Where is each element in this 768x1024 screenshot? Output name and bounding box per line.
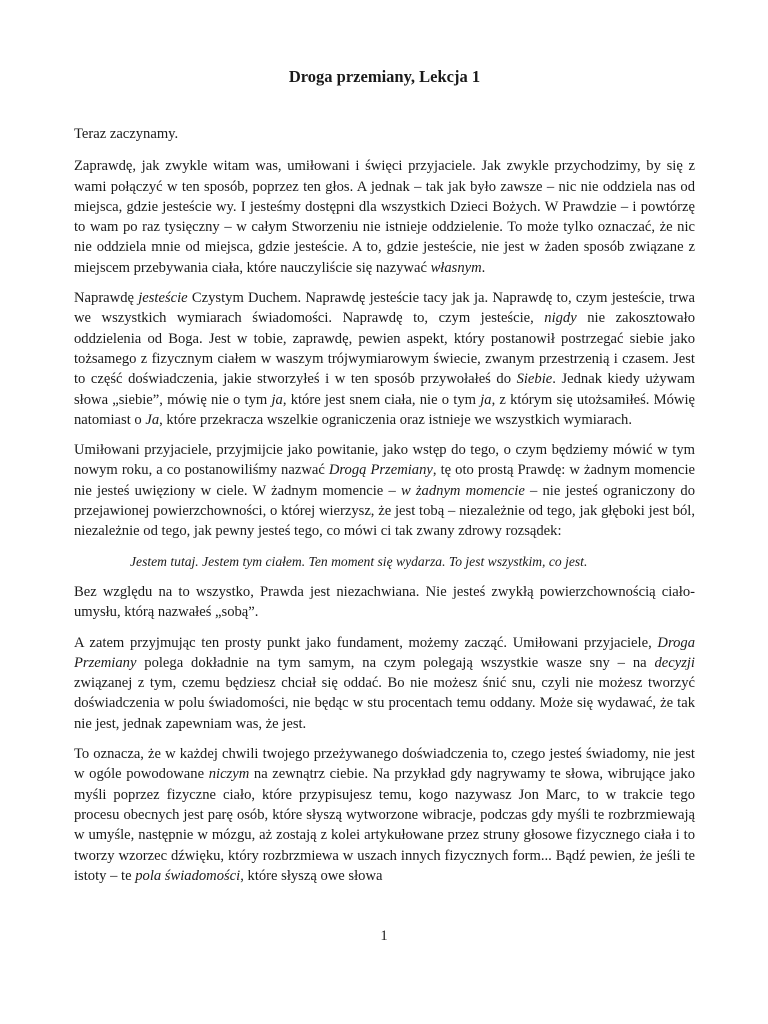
paragraph-4: Umiłowani przyjaciele, przyjmijcie jako powitanie, jako wstęp do tego, o czym będziemy mówić w tym nowym roku, a co postanowiliśmy nazwać Drogą Przemiany, tę oto prostą Prawdę: w żadnym momencie nie jesteś uwięziony w ciele. W żadnym momencie – w żadnym momencie – nie jesteś ograniczony do przejawionej powierzchowności, o której wierzysz, że jest tobą – niezależnie od tego, jak głęboki jest ból, niezależnie od tego, jak pewny jesteś tego, co mówi ci tak zwany zdrowy rozsądek:	[74, 442, 696, 540]
paragraph-7: To oznacza, że w każdej chwili twojego przeżywanego doświadczenia to, czego jesteś świadomy, nie jest w ogóle powodowane niczym na zewnątrz ciebie. Na przykład gdy nagrywamy te słowa, wibrujące jako myśli poprzez fizyczne ciało, które przypisujesz temu, kogo nazywasz Jon Marc, to w trakcie tego procesu obecnych jest parę osób, które słyszą wytworzone wibracje, podczas gdy myśli te rozbrzmiewają w umyśle, następnie w mózgu, aż zostają z kolei artykułowane przez struny głosowe fizycznego ciała i to tworzy wzorzec dźwięku, który rozbrzmiewa w uszach innych fizycznych form... Bądź pewien, że jeśli te istoty – te pola świadomości, które słyszą owe słowa	[74, 746, 695, 884]
page-number: 1	[380, 928, 388, 944]
paragraph-1: Teraz zaczynamy.	[74, 126, 179, 142]
document-page	[74, 66, 695, 896]
paragraph-2: Zaprawdę, jak zwykle witam was, umiłowani i święci przyjaciele. Jak zwykle przychodzimy, by się z wami połączyć w ten sposób, poprzez ten głos. A jednak – tak jak było zawsze – nic nie oddziela nas od miejsca, gdzie jesteście wy. I jesteśmy dostępni dla wszystkich Dzieci Bożych. W Prawdzie – i powtórzę to wam po raz tysięczny – w całym Stworzeniu nie istnieje oddzielenie. To może tylko oznaczać, że nic nie oddziela mnie od miejsca, gdzie jesteście. A to, gdzie jesteście, nie jest w żaden sposób związane z miejscem przebywania ciała, które nauczyliście się nazywać własnym.	[74, 158, 695, 276]
page-title: Droga przemiany, Lekcja 1	[288, 67, 481, 86]
paragraph-5: Bez względu na to wszystko, Prawda jest niezachwiana. Nie jesteś zwykłą powierzchownością ciało-umysłu, którą nazwałeś „sobą”.	[74, 583, 695, 621]
paragraph-3: Naprawdę jesteście Czystym Duchem. Naprawdę jesteście tacy jak ja. Naprawdę to, czym jesteście, trwa we wszystkich wymiarach świadomości. Naprawdę to, czym jesteście, nigdy nie zakosztowało oddzielenia od Boga. Jest w tobie, zaprawdę, pewien aspekt, który postanowił postrzegać siebie jako tożsamego z fizycznym ciałem w waszym trójwymiarowym świecie, zwanym przestrzenią i czasem. Jest to część doświadczenia, jakie stworzyłeś i w ten sposób przywołałeś do Siebie. Jednak kiedy używam słowa „siebie”, mówię nie o tym ja, które jest snem ciała, nie o tym ja, z którym się utożsamiłeś. Mówię natomiast o Ja, które przekracza wszelkie ograniczenia oraz istnieje we wszystkich wymiarach.	[74, 290, 695, 428]
quote: Jestem tutaj. Jestem tym ciałem. Ten moment się wydarza. To jest wszystkim, co jest.	[130, 553, 588, 569]
paragraph-6: A zatem przyjmując ten prosty punkt jako fundament, możemy zacząć. Umiłowani przyjaciele, Droga Przemiany polega dokładnie na tym samym, na czym polegają wszystkie wasze sny – na decyzji związanej z tym, czemu będziesz chciał się oddać. Bo nie możesz śnić snu, czyli nie możesz tworzyć doświadczenia w polu świadomości, nie będąc w stu procentach temu oddany. Może się wydawać, że tak nie jest, jednak zapewniam was, że jest.	[74, 634, 695, 732]
